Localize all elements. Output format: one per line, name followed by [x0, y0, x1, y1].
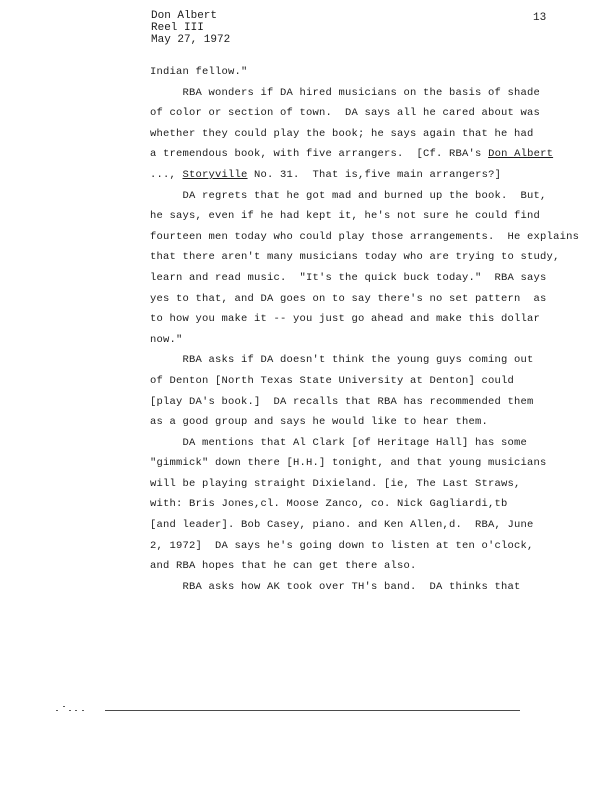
text-line: as a good group and says he would like to hear them. — [150, 416, 489, 429]
text-line: fourteen men today who could play those arrangements. He explains — [150, 230, 580, 243]
text-line: RBA asks how AK took over TH's band. DA thinks that — [150, 580, 521, 593]
header-name: Don Albert — [151, 10, 218, 22]
text-line: whether they could play the book; he says again that he had — [150, 127, 534, 140]
text-line: yes to that, and DA goes on to say there's no set pattern as — [150, 292, 547, 305]
header-date: May 27, 1972 — [151, 34, 231, 46]
text-line: and RBA hopes that he can get there also. — [150, 560, 417, 573]
text-line: [play DA's book.] DA recalls that RBA has recommended them — [150, 395, 534, 408]
text-line: that there aren't many musicians today who are trying to study, — [150, 251, 560, 264]
text-line: of Denton [North Texas State University at Denton] could — [150, 374, 515, 387]
text-line: RBA asks if DA doesn't think the young guys coming out — [150, 354, 534, 367]
text-line: to how you make it -- you just go ahead and make this dollar — [150, 313, 541, 326]
margin-specks — [54, 701, 94, 715]
underlined-title: Don Albert — [488, 148, 554, 161]
text-line: RBA wonders if DA hired musicians on the basis of shade — [150, 86, 541, 99]
text-line: "gimmick" down there [H.H.] tonight, and that young musicians — [150, 457, 547, 470]
document-header — [151, 10, 230, 46]
page-number: 13 — [533, 12, 547, 24]
text-line: Indian fellow." — [150, 66, 248, 78]
text-line: [and leader]. Bob Casey, piano. and Ken Allen,d. RBA, June — [150, 519, 534, 532]
text-line — [150, 144, 590, 165]
text-line: with: Bris Jones,cl. Moose Zanco, co. Nick Gagliardi,tb — [150, 498, 508, 511]
text-line: of color or section of town. DA says all he cared about was — [150, 107, 541, 120]
text-line: 2, 1972] DA says he's going down to listen at ten o'clock, — [150, 539, 534, 552]
footer-rule — [105, 710, 520, 711]
text-line: will be playing straight Dixieland. [ie, The Last Straws, — [150, 477, 521, 490]
text-segment: ..., — [150, 168, 183, 181]
text-line: DA regrets that he got mad and burned up the book. But, — [150, 189, 547, 202]
text-line: learn and read music. "It's the quick buck today." RBA says — [150, 271, 547, 284]
text-line: DA mentions that Al Clark [of Heritage Hall] has some — [150, 436, 528, 449]
transcript-body — [150, 62, 590, 597]
text-line: he says, even if he had kept it, he's not sure he could find — [150, 210, 541, 223]
text-line — [150, 165, 590, 186]
text-segment: a tremendous book, with five arrangers. [Cf. RBA's — [150, 148, 489, 161]
header-reel: Reel III — [151, 22, 204, 34]
underlined-title: Storyville — [182, 168, 248, 181]
text-segment: No. 31. That is,five main arrangers?] — [247, 168, 502, 181]
text-line: now." — [150, 333, 183, 346]
